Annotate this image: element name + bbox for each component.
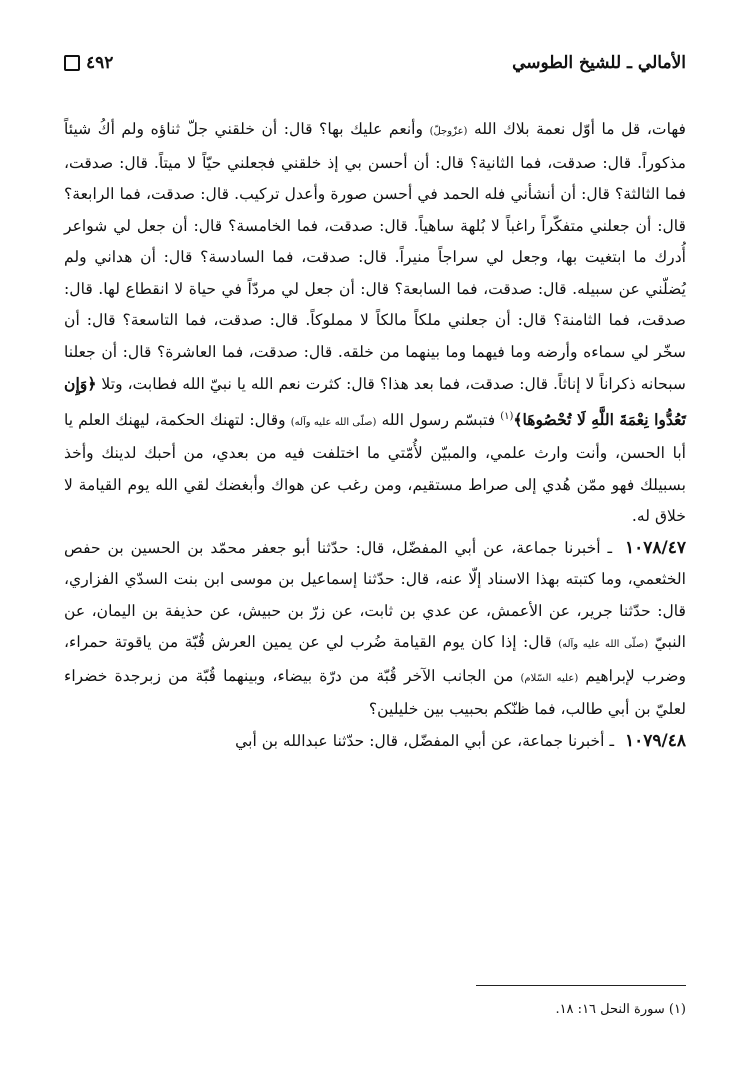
text-run: وأنعم عليك بها؟ قال: أن خلقني جلّ ثناؤه ولم أكُ شيئاً مذكوراً. قال: صدقت، فما الثانية؟ قال: أن أحسن بي إذ خلقني فجعلني حيّاً لا ميتاً. قال: صدقت، فما الثالثة؟ قال: أن أنشأني فله الحمد في أحسن صورة وأعدل تركيب. قال: صدقت، فما الرابعة؟ قال: أن جعلني متفكّراً راغباً لا بُلهة ساهياً. قال: صدقت، فما الخامسة؟ قال: أن جعل لي شواعر أُدرك ما ابتغيت بها، وجعل لي سراجاً منيراً. قال: صدقت، فما السادسة؟ قال: أن هداني ولم يُضلّني عن سبيله. قال: صدقت، فما السابعة؟ قال: أن جعل لي مردّاً في حياة لا انقطاع لها. قال: صدقت، فما الثامنة؟ قال: أن جعلني ملكاً مالكاً لا مملوكاً. قال: صدقت، فما التاسعة؟ قال: أن سخّر لي سماءه وأرضه وما فيهما وما بينهما من خلقه. قال: صدقت، فما العاشرة؟ قال: أن جعلنا سبحانه ذكراناً لا إناثاً. قال: صدقت، فما بعد هذا؟ قال: كثرت نعم الله يا نبيّ الله فطابت، وتلا	[64, 120, 686, 393]
main-text	[64, 114, 686, 757]
running-title: الأمالي ـ للشيخ الطوسي	[512, 53, 686, 73]
paragraph-1	[64, 114, 686, 533]
honorific: (صلّى الله عليه وآله)	[290, 416, 377, 428]
text-run: قال: إذا كان يوم القيامة ضُرب لي عن يمين العرش قُبّة من ياقوتة حمراء، وضرب لإبراهيم	[64, 633, 686, 685]
honorific: (صلّى الله عليه وآله)	[558, 639, 649, 651]
page-number: ٤٩٢	[86, 53, 114, 73]
page-number-block	[64, 53, 113, 73]
text-run: ـ أخبرنا جماعة، عن أبي المفضّل، قال: حدّثنا أبو جعفر محمّد بن الحسين بن حفص الخثعمي، وما كتبته بهذا الاسناد إلّا عنه، قال: حدّثنا إسماعيل بن موسى ابن بنت السدّي الفزاري، قال: حدّثنا جرير، عن الأعمش، عن عدي بن ثابت، عن زرّ بن حبيش، عن حذيفة بن اليمان، عن النبيّ	[64, 538, 686, 652]
honorific: (عزّوجلّ)	[429, 126, 468, 137]
footnote-ref: (١)	[500, 410, 514, 422]
text-run: فتبسّم رسول الله	[376, 410, 501, 429]
page-header	[64, 46, 686, 80]
text-run: وقال: لتهنك الحكمة، ليهنك العلم يا أبا الحسن، وأنت وارث علمي، والمبيّن لأُمّتي ما اختلفت فيه من بعدي، من أحبك لدينك وأخذ بسبيلك فهو ممّن هُدي إلى صراط مستقيم، ومن رغب عن هواك وأبغضك لقي الله يوم القيامة لا خلاق له.	[64, 410, 686, 526]
square-icon	[64, 55, 80, 71]
hadith-1078	[64, 533, 686, 726]
hadith-1079	[64, 726, 686, 758]
text-run: فهات، قل ما أوّل نعمة بلاك الله	[467, 120, 687, 138]
footnote: (١) سورة النحل ١٦: ١٨.	[555, 1002, 686, 1017]
text-run: ـ أخبرنا جماعة، عن أبي المفضّل، قال: حدّثنا عبدالله بن أبي	[235, 731, 619, 750]
quran-verse: ﴿وَإِن تَعُدُّوا نِعْمَةَ اللَّهِ لَا تُحْصُوهَا﴾	[64, 374, 686, 429]
hadith-number: ١٠٧٩/٤٨	[625, 730, 686, 751]
text-run: من الجانب الآخر قُبّة من درّة بيضاء، وبينهما قُبّة من زبرجدة خضراء لعليّ بن أبي طالب، فما ظنّكم بحبيب بين خليلين؟	[64, 666, 686, 719]
hadith-number: ١٠٧٨/٤٧	[625, 537, 686, 558]
footnote-divider	[476, 985, 686, 986]
honorific: (عليه السّلام)	[520, 672, 579, 684]
